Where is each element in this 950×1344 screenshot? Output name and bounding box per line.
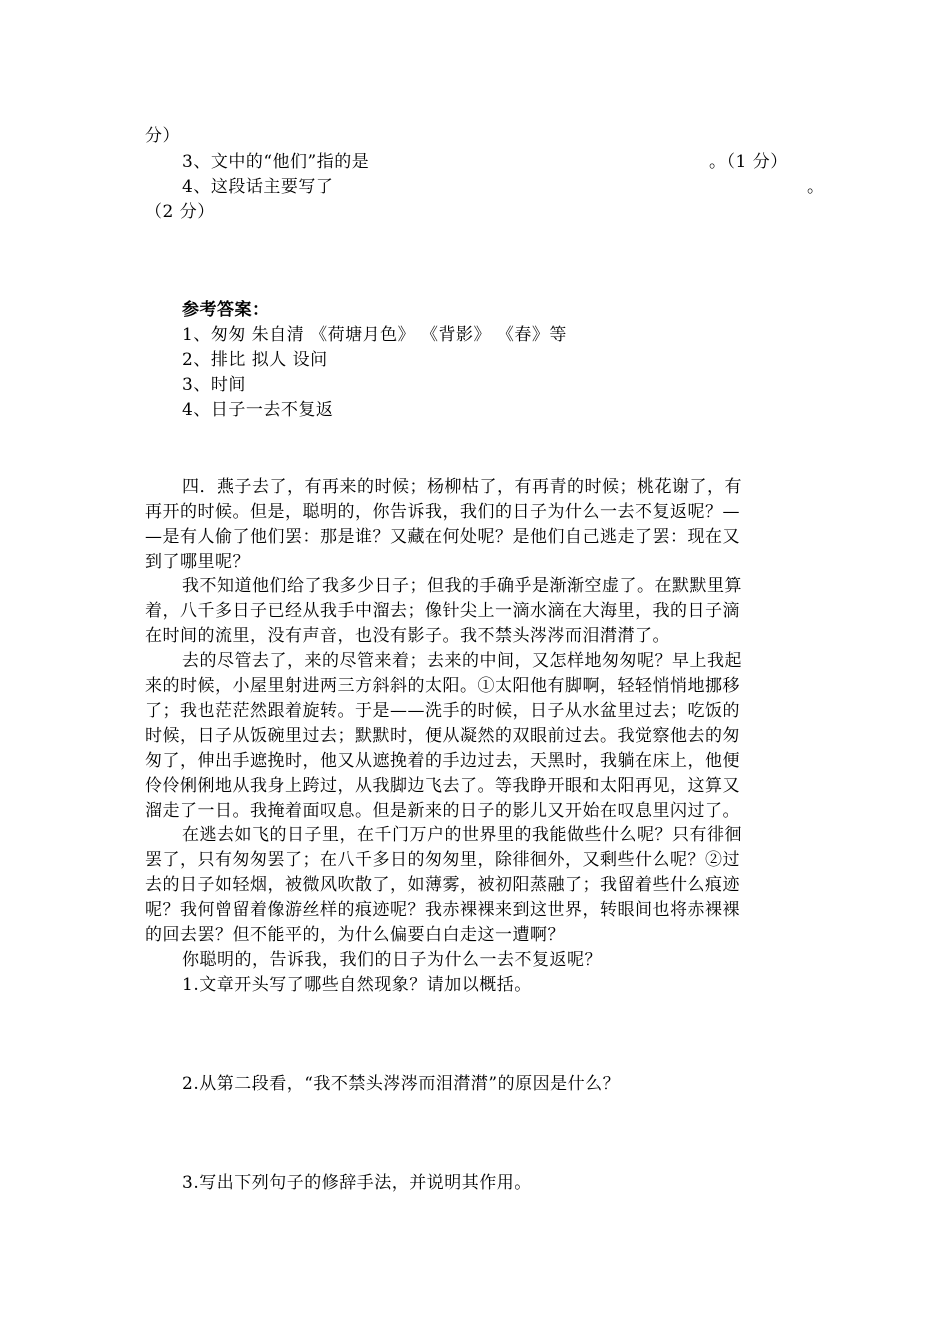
- question-3-line: [182, 150, 807, 174]
- answer-item: 2、排比 拟人 设问: [182, 350, 328, 370]
- passage-line: 在时间的流里，没有声音，也没有影子。我不禁头涔涔而泪潸潸了。: [145, 626, 670, 646]
- passage-line: 罢了，只有匆匆罢了；在八千多日的匆匆里，除徘徊外，又剩些什么呢？②过: [145, 850, 740, 870]
- passage-line: 再开的时候。但是，聪明的，你告诉我，我们的日子为什么一去不复返呢？—: [145, 502, 740, 522]
- passage-line: 伶伶俐俐地从我身上跨过，从我脚边飞去了。等我睁开眼和太阳再见，这算又: [145, 776, 740, 796]
- passage-line: 在逃去如飞的日子里，在千门万户的世界里的我能做些什么呢？只有徘徊: [182, 825, 742, 845]
- answer-item: 4、日子一去不复返: [182, 400, 334, 420]
- passage-line: 了；我也茫茫然跟着旋转。于是——洗手的时候，日子从水盆里过去；吃饭的: [145, 701, 740, 721]
- answer-item: 3、时间: [182, 375, 246, 395]
- question-4-text: 4、这段话主要写了: [182, 177, 334, 197]
- score-continuation: 分）: [145, 126, 180, 146]
- question-2: 2.从第二段看，“我不禁头涔涔而泪潸潸”的原因是什么？: [182, 1074, 621, 1094]
- passage-line: 去的日子如轻烟，被微风吹散了，如薄雾，被初阳蒸融了；我留着些什么痕迹: [145, 875, 740, 895]
- passage-line: 着，八千多日子已经从我手中溜去；像针尖上一滴水滴在大海里，我的日子滴: [145, 601, 740, 621]
- passage-line: 四．燕子去了，有再来的时候；杨柳枯了，有再青的时候；桃花谢了，有: [182, 477, 742, 497]
- question-4-line: [182, 175, 825, 199]
- passage-line: —是有人偷了他们罢：那是谁？又藏在何处呢？是他们自己逃走了罢：现在又: [145, 527, 740, 547]
- passage-line: 到了哪里呢？: [145, 552, 250, 572]
- passage-line: 来的时候，小屋里射进两三方斜斜的太阳。①太阳他有脚啊，轻轻悄悄地挪移: [145, 676, 740, 696]
- answer-item: 1、匆匆 朱自清 《荷塘月色》 《背影》 《春》等: [182, 325, 567, 345]
- answers-heading: 参考答案：: [182, 300, 270, 320]
- question-3-text: 3、文中的“他们”指的是: [182, 152, 370, 172]
- passage-line: 溜走了一日。我掩着面叹息。但是新来的日子的影儿又开始在叹息里闪过了。: [145, 801, 740, 821]
- question-1: 1.文章开头写了哪些自然现象？请加以概括。: [182, 975, 532, 995]
- question-3: 3.写出下列句子的修辞手法，并说明其作用。: [182, 1173, 532, 1193]
- passage-line: 时候，日子从饭碗里过去；默默时，便从凝然的双眼前过去。我觉察他去的匆: [145, 726, 740, 746]
- passage-line: 去的尽管去了，来的尽管来着；去来的中间，又怎样地匆匆呢？早上我起: [182, 651, 742, 671]
- question-4-score: （2 分）: [145, 202, 215, 222]
- passage-line: 匆了，伸出手遮挽时，他又从遮挽着的手边过去，天黑时，我躺在床上，他便: [145, 751, 740, 771]
- question-4-end-mark: 。: [807, 177, 825, 197]
- passage-line: 呢？我何曾留着像游丝样的痕迹呢？我赤裸裸来到这世界，转眼间也将赤裸裸: [145, 900, 740, 920]
- passage-line: 你聪明的，告诉我，我们的日子为什么一去不复返呢？: [182, 950, 602, 970]
- passage-line: 我不知道他们给了我多少日子；但我的手确乎是渐渐空虚了。在默默里算: [182, 576, 742, 596]
- passage-line: 的回去罢？但不能平的，为什么偏要白白走这一遭啊？: [145, 925, 565, 945]
- question-3-score: 。（1 分）: [709, 152, 788, 172]
